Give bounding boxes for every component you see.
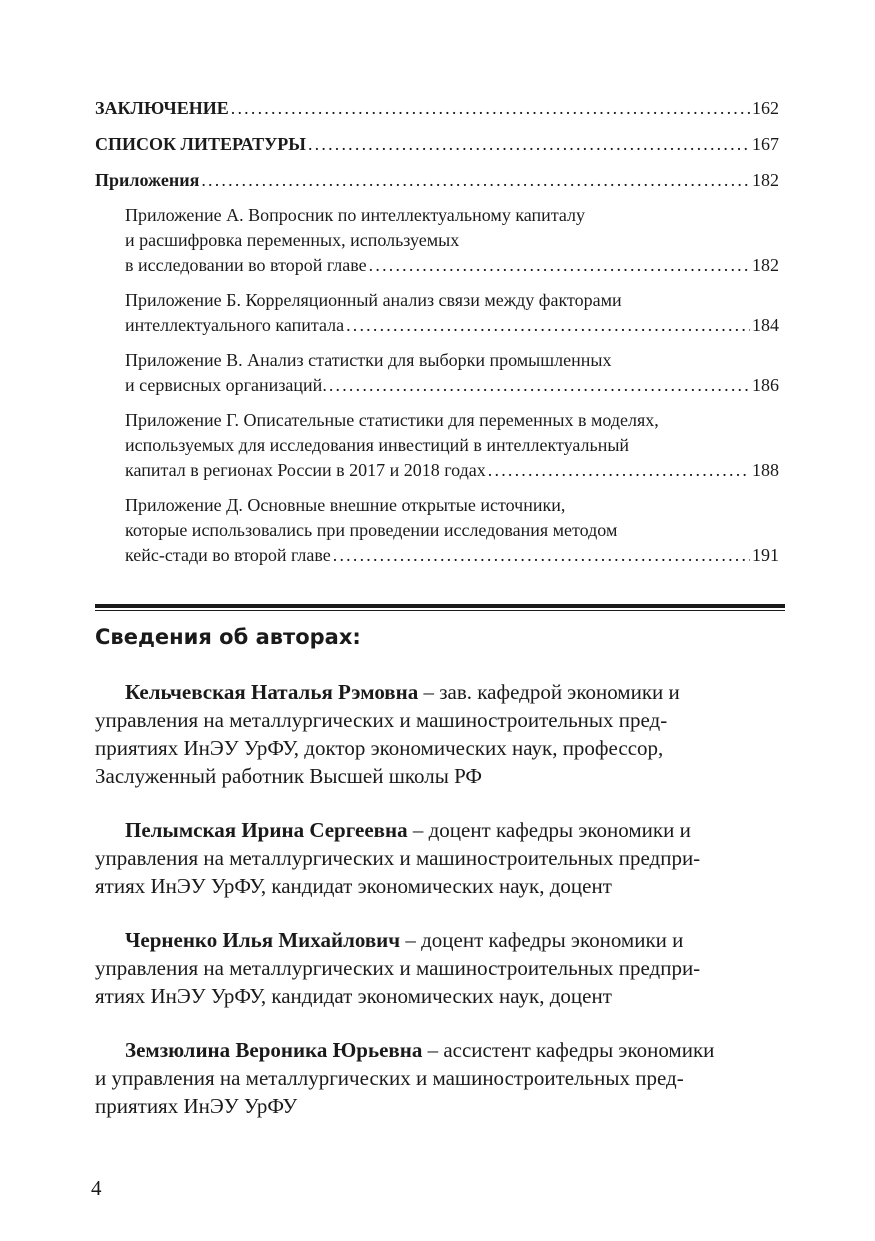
- author-description-line: управления на металлургических и машиностроительных пред-: [95, 708, 668, 732]
- toc-appendix-last-line: [125, 543, 779, 568]
- toc-entry-conclusion: [95, 95, 779, 121]
- toc-entry-page: 182: [752, 170, 779, 190]
- toc-leader-dots: [201, 167, 750, 193]
- toc-appendix-last-line: [125, 253, 779, 278]
- author-description: – доцент кафедры экономики и: [407, 818, 691, 842]
- toc-appendix-a: [125, 203, 779, 278]
- author-description-line: ятиях ИнЭУ УрФУ, кандидат экономических наук, доцент: [95, 984, 612, 1008]
- toc-appendix-line: Приложение Б. Корреляционный анализ связи между факторами: [125, 290, 622, 310]
- author-first-line: [95, 816, 785, 844]
- author-description-line: ятиях ИнЭУ УрФУ, кандидат экономических наук, доцент: [95, 874, 612, 898]
- toc-entry-bibliography: [95, 131, 779, 157]
- author-description-line: приятиях ИнЭУ УрФУ, доктор экономических наук, профессор,: [95, 736, 664, 760]
- author-entry: [95, 926, 785, 1010]
- divider-thick-rule: [95, 604, 785, 608]
- toc-appendix-line: Приложение Д. Основные внешние открытые источники,: [125, 495, 566, 515]
- author-name: Кельчевская Наталья Рэмовна: [125, 680, 419, 704]
- author-first-line: [95, 926, 785, 954]
- divider-thin-rule: [95, 610, 785, 611]
- toc-appendix-line: капитал в регионах России в 2017 и 2018 годах: [125, 460, 486, 480]
- toc-appendix-g: [125, 408, 779, 483]
- toc-appendix-line: используемых для исследования инвестиций в интеллектуальный: [125, 435, 630, 455]
- toc-appendix-line: в исследовании во второй главе: [125, 255, 367, 275]
- toc-appendix-last-line: [125, 373, 779, 398]
- toc-entry-page: 182: [752, 255, 779, 275]
- toc-leader-dots: [231, 95, 750, 121]
- author-entry: [95, 1036, 785, 1120]
- toc-entry-page: 191: [752, 545, 779, 565]
- author-name: Земзюлина Вероника Юрьевна: [125, 1038, 423, 1062]
- toc-appendix-line: Приложение В. Анализ статистки для выборки промышленных: [125, 350, 612, 370]
- toc-appendix-line: которые использовались при проведении исследования методом: [125, 520, 618, 540]
- toc-entry-title: ЗАКЛЮЧЕНИЕ: [95, 98, 229, 118]
- author-description-line: приятиях ИнЭУ УрФУ: [95, 1094, 298, 1118]
- toc-appendix-v: [125, 348, 779, 398]
- page-number: 4: [91, 1176, 102, 1200]
- toc-appendix-last-line: [125, 458, 779, 483]
- toc-appendix-line: и расшифровка переменных, используемых: [125, 230, 460, 250]
- toc-entry-appendices: [95, 167, 779, 193]
- toc-leader-dots: [329, 373, 750, 398]
- author-first-line: [95, 678, 785, 706]
- toc-entry-page: 188: [752, 460, 779, 480]
- toc-entry-page: 184: [752, 315, 779, 335]
- author-description-line: Заслуженный работник Высшей школы РФ: [95, 764, 483, 788]
- toc-appendix-line: и сервисных организаций.: [125, 375, 327, 395]
- author-name: Пелымская Ирина Сергеевна: [125, 818, 408, 842]
- author-description-line: управления на металлургических и машиностроительных предпри-: [95, 846, 701, 870]
- toc-appendix-line: кейс-стади во второй главе: [125, 545, 331, 565]
- authors-heading: Сведения об авторах:: [95, 625, 361, 649]
- toc-leader-dots: [308, 131, 750, 157]
- toc-entry-page: 186: [752, 375, 779, 395]
- toc-entry-page: 167: [752, 134, 779, 154]
- toc-leader-dots: [333, 543, 750, 568]
- toc-entry-title: Приложения: [95, 170, 200, 190]
- author-name: Черненко Илья Михайлович: [125, 928, 401, 952]
- table-of-contents: [95, 95, 779, 578]
- author-description: – доцент кафедры экономики и: [400, 928, 684, 952]
- author-first-line: [95, 1036, 785, 1064]
- toc-appendix-last-line: [125, 313, 779, 338]
- toc-appendix-b: [125, 288, 779, 338]
- toc-appendix-line: Приложение А. Вопросник по интеллектуальному капиталу: [125, 205, 586, 225]
- toc-appendix-line: Приложение Г. Описательные статистики для переменных в моделях,: [125, 410, 659, 430]
- toc-appendix-d: [125, 493, 779, 568]
- toc-entry-page: 162: [752, 98, 779, 118]
- author-entry: [95, 816, 785, 900]
- author-description-line: и управления на металлургических и машиностроительных пред-: [95, 1066, 684, 1090]
- author-description: – зав. кафедрой экономики и: [418, 680, 680, 704]
- author-description: – ассистент кафедры экономики: [422, 1038, 715, 1062]
- toc-leader-dots: [488, 458, 750, 483]
- author-description-line: управления на металлургических и машиностроительных предпри-: [95, 956, 701, 980]
- toc-leader-dots: [346, 313, 750, 338]
- toc-appendix-line: интеллектуального капитала: [125, 315, 345, 335]
- toc-leader-dots: [369, 253, 750, 278]
- section-divider: [95, 604, 785, 611]
- author-entry: [95, 678, 785, 790]
- toc-entry-title: СПИСОК ЛИТЕРАТУРЫ: [95, 134, 306, 154]
- authors-list: [95, 678, 785, 1146]
